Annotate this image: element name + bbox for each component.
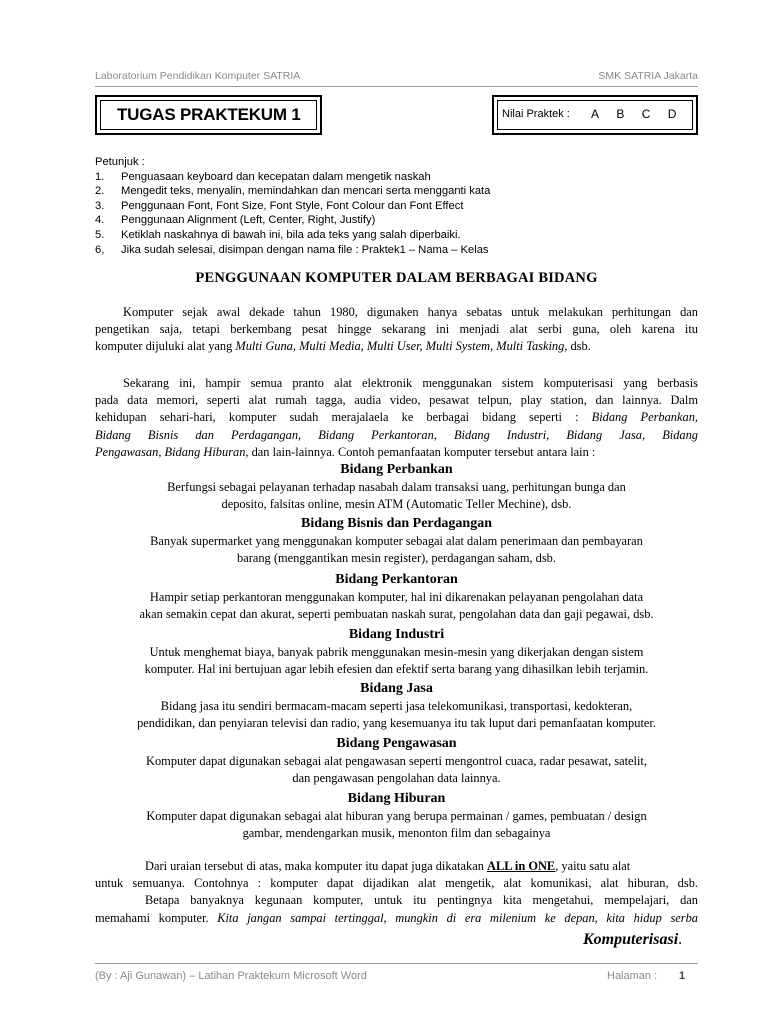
paragraph-fields — [95, 375, 698, 461]
text-run: Dari uraian tersebut di atas, maka komputer itu dapat juga dikatakan — [145, 859, 488, 873]
all-in-one-emphasis: ALL in ONE — [487, 859, 556, 873]
section-heading: Bidang Perbankan — [340, 462, 453, 477]
text-run-italic: Pengawasan, Bidang Hiburan — [95, 444, 246, 459]
paragraph-intro — [95, 304, 698, 356]
title-box — [95, 95, 322, 135]
grade-options — [591, 107, 690, 121]
instruction-item — [95, 228, 461, 243]
paragraph-closing — [95, 858, 698, 927]
header-divider — [95, 86, 698, 87]
section-jasa — [95, 680, 698, 732]
instruction-item — [95, 184, 491, 199]
paragraph-line: Sekarang ini, hampir semua pranto alat elektronik menggunakan sistem komputerisasi yang berbasis — [123, 376, 698, 390]
instruction-text: Penggunaan Font, Font Size, Font Style, Font Colour dan Font Effect — [121, 199, 464, 212]
text-run: kehidupan sehari-hari, komputer sudah merajalaela ke berbagai bidang seperti : — [95, 410, 592, 425]
section-heading: Bidang Pengawasan — [336, 736, 457, 751]
instruction-number: 4. — [95, 214, 105, 227]
paragraph-line — [95, 858, 698, 875]
section-line: pendidikan, dan penyiaran televisi dan radio, yang kesemuanya itu tak luput dari pemanfaatan komputer. — [137, 716, 656, 730]
grade-box — [492, 95, 698, 135]
section-line: Hampir setiap perkantoran menggunakan komputer, hal ini dikarenakan pelayanan pengolahan data — [149, 590, 644, 604]
instruction-number: 3. — [95, 199, 105, 212]
paragraph-line: untuk semuanya. Contohnya : komputer dapat dijadikan alat mengetik, alat komunikasi, alat hiburan, dsb. — [95, 876, 698, 891]
document-title: PENGGUNAAN KOMPUTER DALAM BERBAGAI BIDANG — [195, 270, 598, 286]
paragraph-line: Komputer sejak awal dekade tahun 1980, digunaken hanya sebatas untuk melakukan perhitungan dan — [123, 305, 698, 319]
paragraph-line: pengetikan saja, tetapi berkembang pesat hingge sekarang ini menjadi alat serbi guna, oleh karena itu — [95, 322, 698, 337]
paragraph-line — [95, 409, 698, 426]
footer-divider — [95, 963, 698, 964]
paragraph-line: pada data memori, seperti alat rumah tagga, audia video, pesawat telpun, play station, dan lainnya. Dalm — [95, 393, 698, 408]
section-line: Komputer dapat digunakan sebagai alat pengawasan seperti mengontrol cuaca, radar pesawat, satelit, — [146, 754, 647, 768]
section-heading: Bidang Hiburan — [347, 791, 446, 806]
grade-d: D — [667, 107, 677, 121]
instruction-item — [95, 213, 376, 228]
section-line: akan semakin cepat dan akurat, seperti pembuatan naskah surat, pengolahan data dan gaji pegawai, dsb. — [139, 607, 654, 621]
instruction-number: 1. — [95, 170, 105, 183]
grade-label: Nilai Praktek : — [502, 108, 570, 120]
text-run-italic: Bidang Perbankan, — [591, 410, 698, 425]
section-heading: Bidang Bisnis dan Perdagangan — [300, 516, 492, 531]
section-line: Bidang jasa itu sendiri bermacam-macam seperti jasa telekomunikasi, transportasi, kedokteran, — [160, 699, 633, 713]
section-line: Berfungsi sebagai pelayanan terhadap nasabah dalam transaksi uang, perhitungan bunga dan — [167, 480, 626, 494]
paragraph-line — [95, 338, 698, 355]
assignment-title: TUGAS PRAKTEKUM 1 — [117, 105, 301, 124]
text-run: , dsb. — [564, 339, 591, 354]
section-line: gambar, mendengarkan musik, menonton film dan sebagainya — [242, 826, 551, 840]
paragraph-line: Bidang Bisnis dan Perdagangan, Bidang Perkantoran, Bidang Industri, Bidang Jasa, Bidang — [95, 427, 698, 442]
header-left-text: Laboratorium Pendidikan Komputer SATRIA — [95, 70, 301, 82]
text-run: , yaitu satu alat — [555, 859, 631, 873]
page-header — [95, 70, 698, 84]
text-run: komputer dijuluki alat yang — [95, 339, 236, 354]
instruction-item — [95, 170, 431, 185]
instruction-text: Ketiklah naskahnya di bawah ini, bila ada teks yang salah diperbaiki. — [121, 228, 461, 241]
instructions-heading: Petunjuk : — [95, 156, 145, 168]
instructions — [95, 155, 491, 257]
section-heading: Bidang Jasa — [360, 681, 433, 696]
section-industri — [95, 626, 698, 678]
instruction-item — [95, 243, 489, 258]
instruction-number: 6, — [95, 243, 105, 256]
footer-page-label: Halaman : — [607, 970, 658, 982]
signoff-word: Komputerisasi — [583, 931, 679, 948]
footer-credit: (By : Aji Gunawan) – Latihan Praktekum Microsoft Word — [95, 970, 367, 982]
instruction-number: 2. — [95, 185, 105, 198]
instruction-text: Penguasaan keyboard dan kecepatan dalam mengetik naskah — [121, 170, 431, 183]
paragraph-line — [95, 910, 698, 927]
section-bisnis — [95, 515, 698, 567]
instruction-number: 5. — [95, 228, 105, 241]
grade-b: B — [616, 107, 625, 121]
section-line: barang (menggantikan mesin register), perdagangan saham, dsb. — [237, 551, 556, 565]
grade-c: C — [641, 107, 651, 121]
section-line: Komputer dapat digunakan sebagai alat hiburan yang berupa permainan / games, pembuatan / design — [146, 809, 647, 823]
section-heading: Bidang Perkantoran — [335, 572, 458, 587]
paragraph-line: Betapa banyaknya kegunaan komputer, untuk itu pentingnya kita mengetahui, mempelajari, dan — [145, 893, 698, 908]
instruction-text: Penggunaan Alignment (Left, Center, Right, Justify) — [121, 214, 376, 227]
instruction-text: Jika sudah selesai, disimpan dengan nama file : Praktek1 – Nama – Kelas — [121, 243, 489, 256]
signoff-period: . — [678, 931, 683, 948]
text-run-italic: Kita jangan sampai tertinggal, mungkin di era milenium ke depan, kita hidup serba — [217, 910, 698, 925]
section-line: komputer. Hal ini bertujuan agar lebih efesien dan efektif serta barang yang dihasilkan lebih terjamin. — [144, 662, 649, 676]
text-run: , dan lain-lainnya. Contoh pemanfaatan komputer tersebut antara lain : — [245, 444, 596, 459]
text-run: memahami komputer. — [95, 910, 218, 925]
section-pengawasan — [95, 735, 698, 787]
section-perbankan — [95, 461, 698, 513]
section-line: Banyak supermarket yang menggunakan komputer sebagai alat dalam penerimaan dan pembayaran — [150, 534, 643, 548]
grade-a: A — [591, 107, 600, 121]
closing-signoff — [583, 931, 682, 949]
page-number: 1 — [679, 970, 686, 982]
header-right-text: SMK SATRIA Jakarta — [598, 70, 698, 82]
text-run-italic: Multi Guna, Multi Media, Multi User, Multi System, Multi Tasking — [235, 339, 565, 354]
section-perkantoran — [95, 571, 698, 623]
paragraph-line — [95, 444, 698, 461]
section-hiburan — [95, 790, 698, 842]
instruction-text: Mengedit teks, menyalin, memindahkan dan mencari serta mengganti kata — [121, 185, 491, 198]
section-line: Untuk menghemat biaya, banyak pabrik menggunakan mesin-mesin yang dikerjakan dengan sistem — [149, 645, 644, 659]
section-line: deposito, falsitas online, mesin ATM (Automatic Teller Mechine), dsb. — [221, 497, 572, 511]
section-heading: Bidang Industri — [348, 627, 445, 642]
instruction-item — [95, 199, 464, 214]
section-line: dan pengawasan pengolahan data lainnya. — [292, 771, 501, 785]
